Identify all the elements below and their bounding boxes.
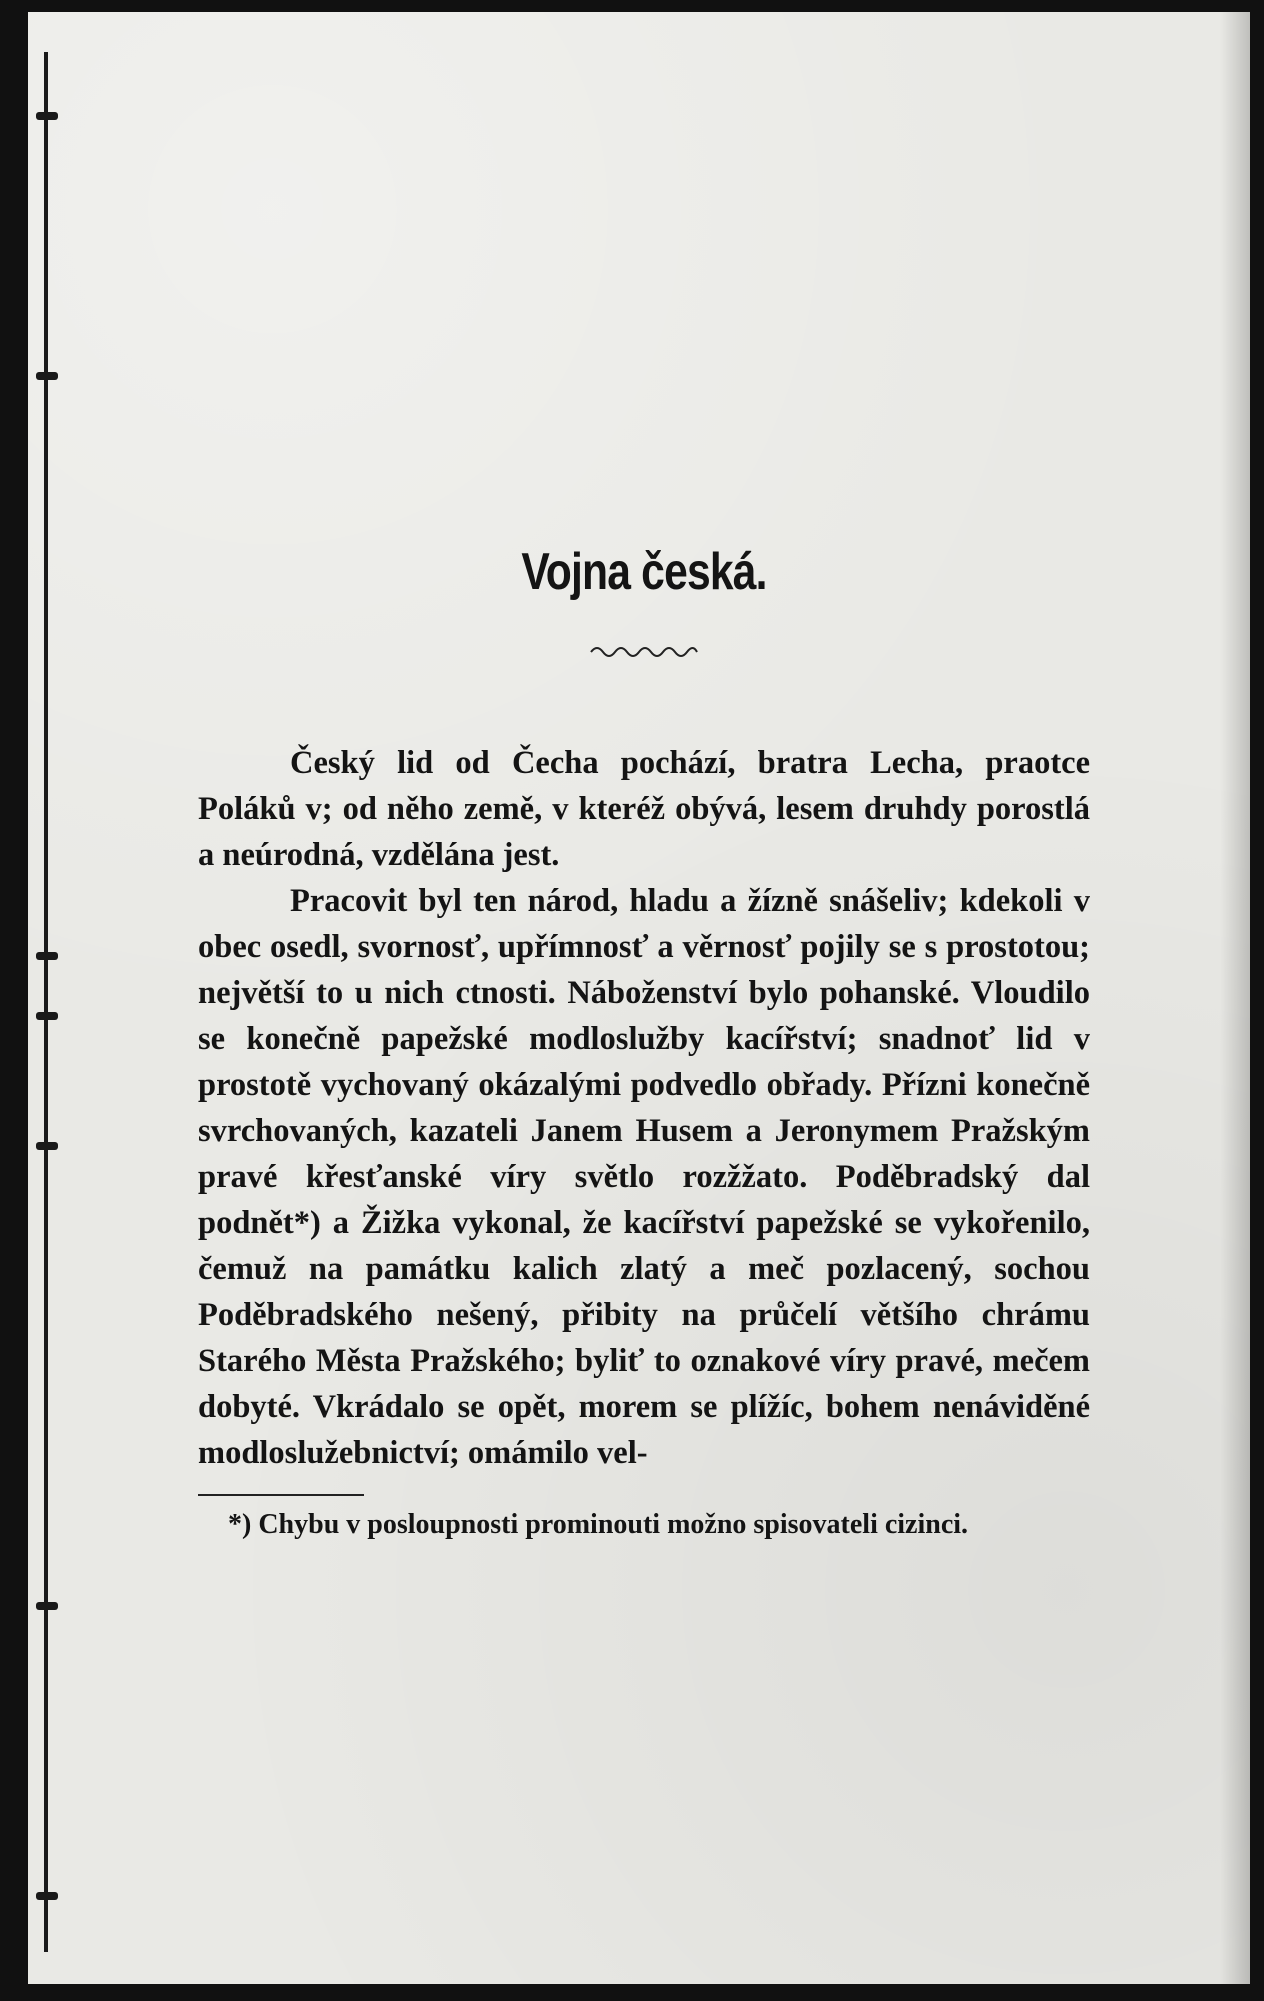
footnote-divider: [198, 1494, 364, 1496]
page-content: [198, 532, 1090, 1544]
paragraph: Pracovit byl ten národ, hladu a žízně snášeliv; kdekoli v obec osedl, svornosť, upřímnosť a věrnosť pojily se s prostotou; největší to u nich ctnosti. Náboženství bylo pohanské. Vloudilo se konečně papežské modloslužby kacířství; snadnoť lid v prostotě vychovaný okázalými podvedlo obřady. Přízni konečně svrchovaných, kazateli Janem Husem a Jeronymem Pražským pravé křesťanské víry světlo rozžžato. Poděbradský dal podnět*) a Žižka vykonal, že kacířství papežské se vykořenilo, čemuž na památku kalich zlatý a meč pozlacený, sochou Poděbradského nešený, přibity na průčelí většího chrámu Starého Města Pražského; byliť to oznakové víry pravé, mečem dobyté. Vkrádalo se opět, morem se plížíc, bohem nenáviděné modloslužebnictví; omámilo vel-: [198, 883, 1090, 1471]
body-text: [198, 740, 1090, 1476]
chapter-title: Vojna česká.: [521, 543, 767, 601]
binding-mark: [36, 372, 58, 380]
binding-mark: [36, 112, 58, 120]
binding-mark: [36, 1892, 58, 1900]
footnote: *) Chybu v posloupnosti prominouti možno spisovateli cizinci.: [228, 1509, 969, 1540]
binding-edge: [44, 52, 48, 1952]
page-edge-shadow: [1220, 12, 1250, 1984]
book-page: [28, 12, 1250, 1984]
title-ornament-icon: [589, 640, 699, 660]
binding-mark: [36, 1142, 58, 1150]
binding-mark: [36, 1602, 58, 1610]
binding-mark: [36, 952, 58, 960]
paragraph: Český lid od Čecha pochází, bratra Lecha, praotce Poláků v; od něho země, v kteréž obývá, lesem druhdy porostlá a neúrodná, vzdělána jest.: [198, 745, 1090, 873]
binding-mark: [36, 1012, 58, 1020]
